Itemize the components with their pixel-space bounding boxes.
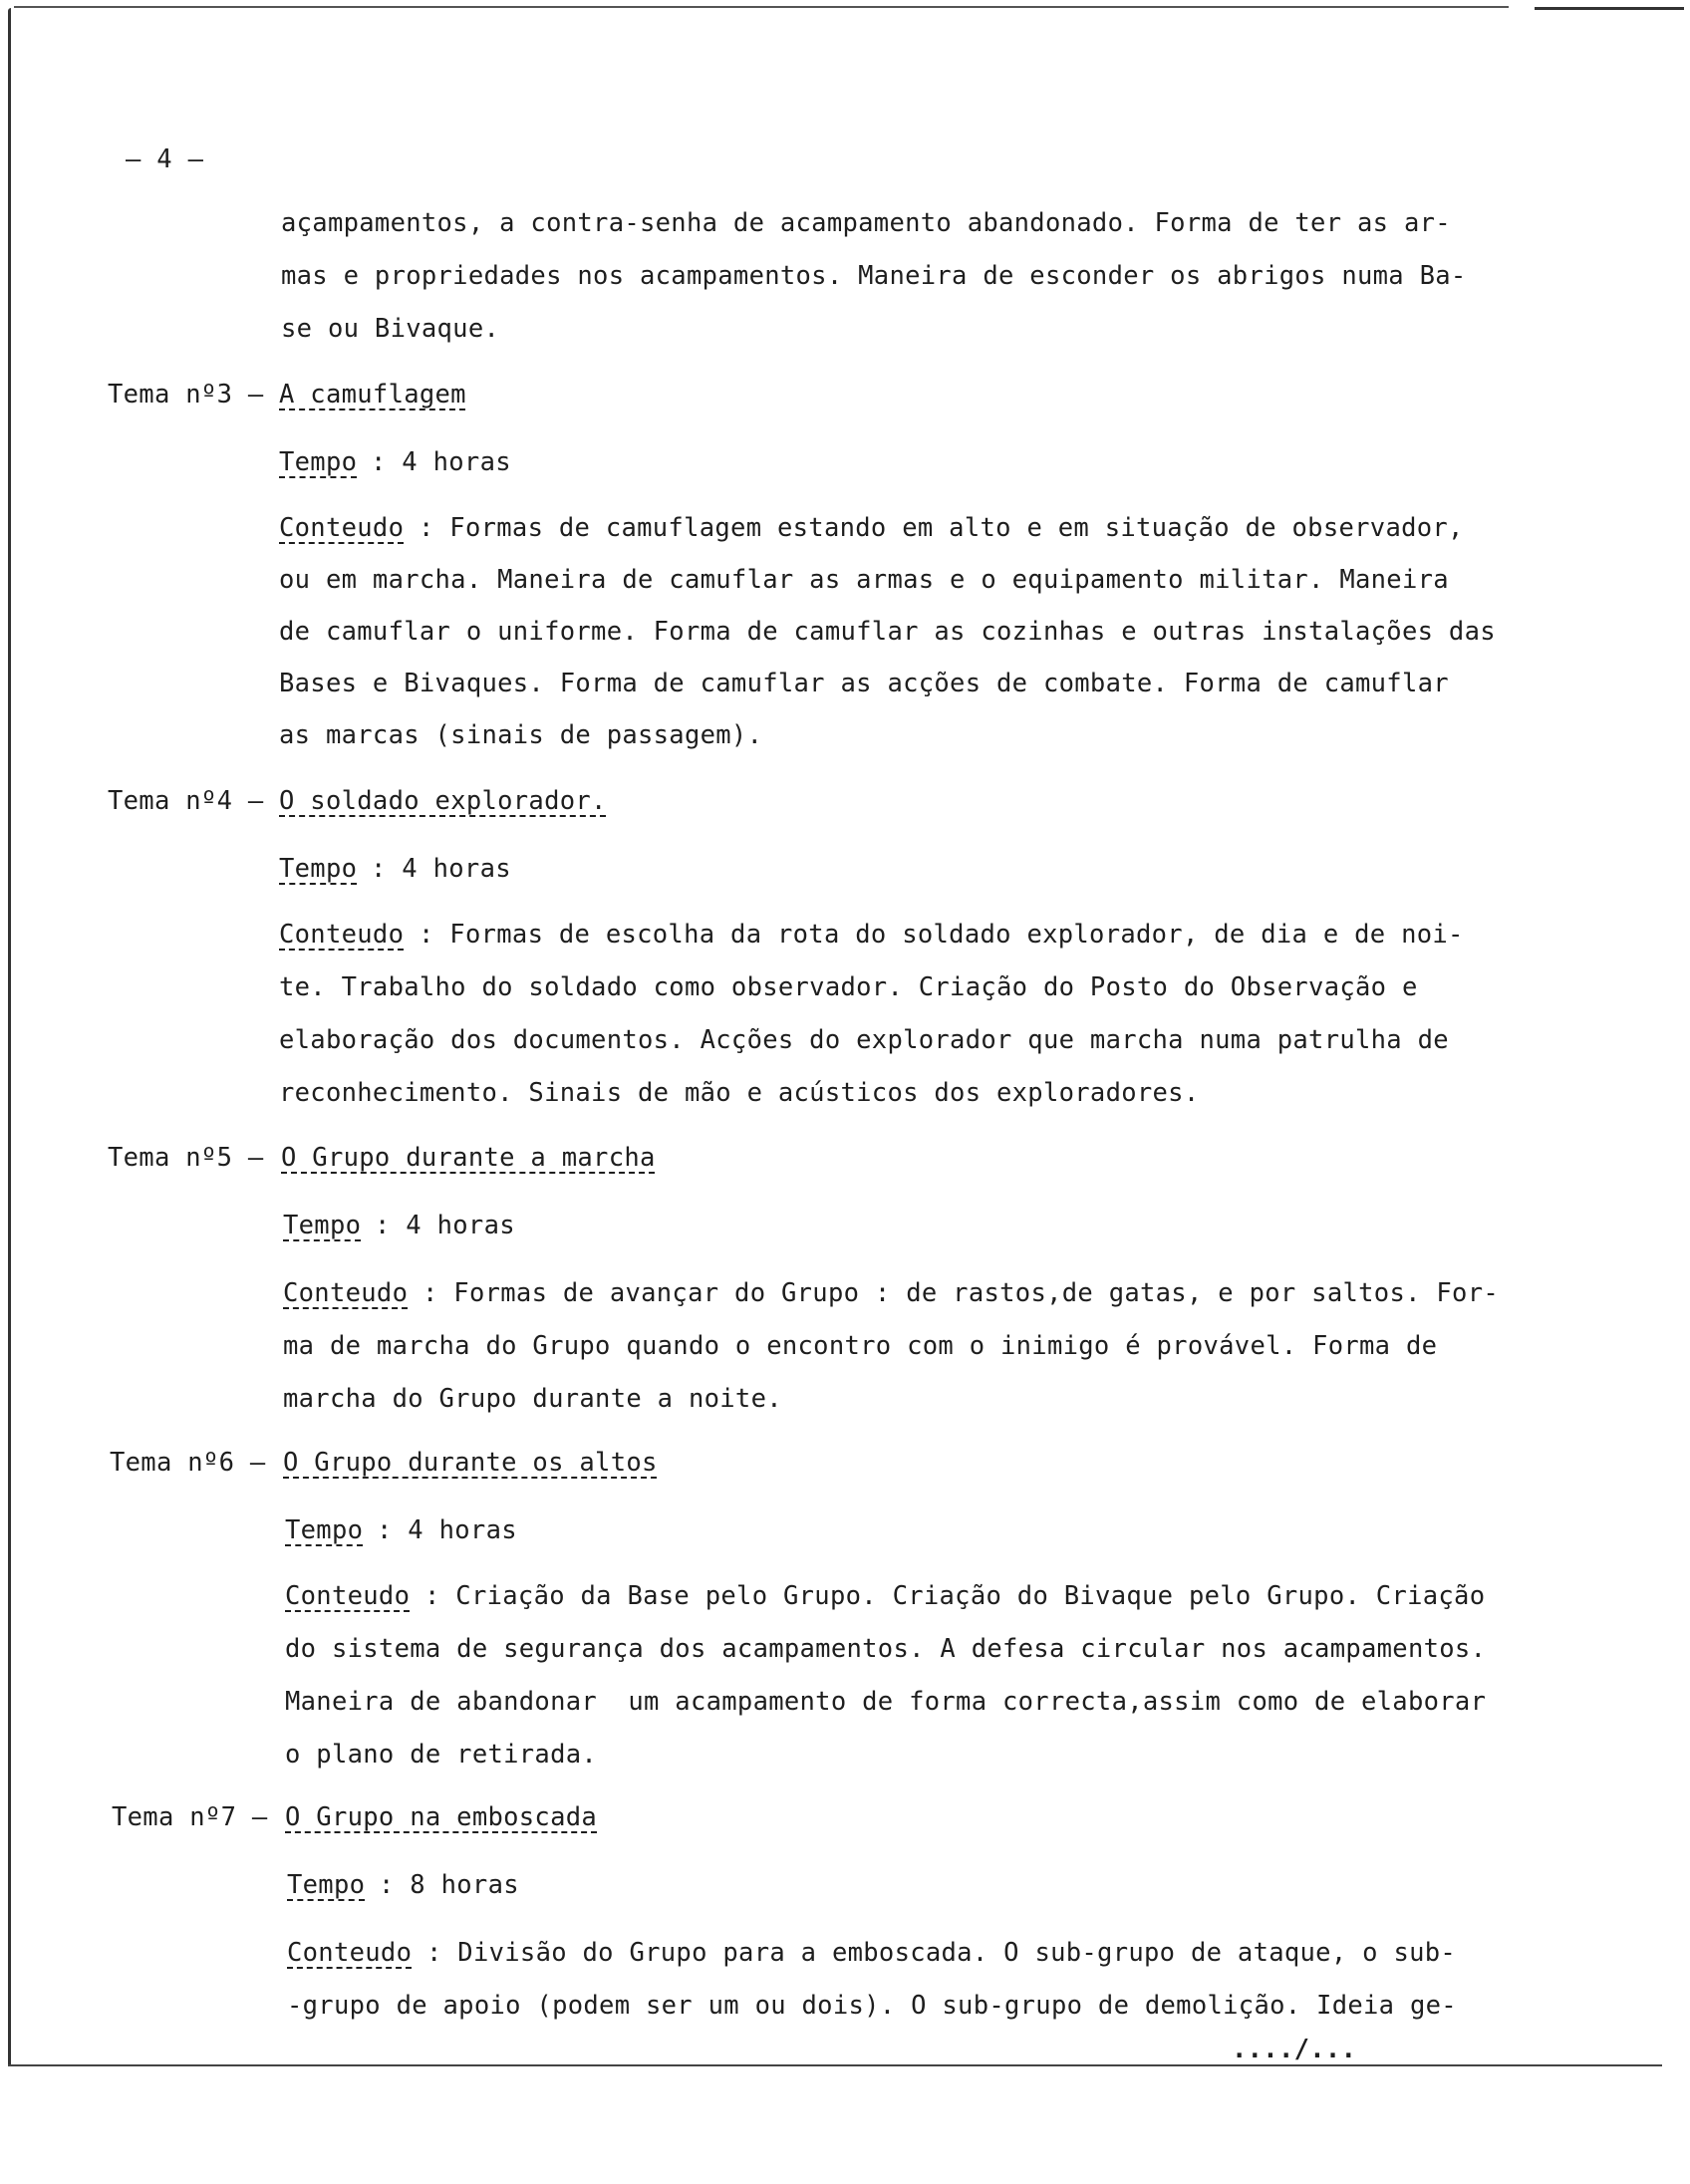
time-label: Tempo [287,1870,366,1900]
content-label: Conteudo [285,1581,411,1611]
time-value: : 8 horas [379,1870,519,1900]
time-value: : 4 horas [375,1211,515,1240]
page-border-top-right [1535,7,1684,10]
time-label: Tempo [279,854,358,884]
continuation-line: açampamentos, a contra-senha de acampamento abandonado. Forma de ter as ar- [281,208,1451,238]
content-line: : Criação da Base pelo Grupo. Criação do Bivaque pelo Grupo. Criação [424,1581,1486,1611]
time-label: Tempo [279,447,358,477]
footer-continuation: ..../... [1232,2035,1357,2064]
time-label: Tempo [285,1515,364,1545]
continuation-line: mas e propriedades nos acampamentos. Maneira de esconder os abrigos numa Ba- [281,261,1467,291]
content-label: Conteudo [279,513,405,543]
section-label: Tema nº4 – [108,786,264,816]
page-number: – 4 – [126,144,204,174]
content-line: Maneira de abandonar um acampamento de forma correcta,assim como de elaborar [285,1687,1487,1717]
content-label: Conteudo [287,1938,413,1968]
content-line: do sistema de segurança dos acampamentos. A defesa circular nos acampamentos. [285,1634,1487,1664]
time-value: : 4 horas [377,1515,517,1545]
content-label: Conteudo [283,1278,409,1308]
section-title: O Grupo durante os altos [283,1448,658,1478]
page-border-left [8,8,11,2065]
page-border-bottom [8,2064,1662,2066]
content-label: Conteudo [279,920,405,950]
section-title: O Grupo durante a marcha [281,1143,656,1173]
section-label: Tema nº5 – [108,1143,264,1173]
section-label: Tema nº6 – [110,1448,266,1478]
section-title: O soldado explorador. [279,786,607,816]
content-line: : Formas de avançar do Grupo : de rastos,de gatas, e por saltos. For- [422,1278,1500,1308]
content-line: ou em marcha. Maneira de camuflar as armas e o equipamento militar. Maneira [279,565,1449,595]
section-label: Tema nº7 – [112,1802,268,1832]
content-line: marcha do Grupo durante a noite. [283,1384,782,1414]
time-value: : 4 horas [371,854,511,884]
section-title: O Grupo na emboscada [285,1802,598,1832]
time-value: : 4 horas [371,447,511,477]
content-line: reconhecimento. Sinais de mão e acústicos dos exploradores. [279,1078,1200,1108]
time-label: Tempo [283,1211,362,1240]
continuation-line: se ou Bivaque. [281,314,500,344]
content-line: o plano de retirada. [285,1740,598,1770]
section-label: Tema nº3 – [108,380,264,410]
content-line: ma de marcha do Grupo quando o encontro com o inimigo é provável. Forma de [283,1331,1438,1361]
content-line: elaboração dos documentos. Acções do explorador que marcha numa patrulha de [279,1025,1449,1055]
section-title: A camuflagem [279,380,466,410]
content-line: te. Trabalho do soldado como observador. Criação do Posto do Observação e [279,972,1418,1002]
content-line: as marcas (sinais de passagem). [279,720,763,750]
content-line: : Formas de escolha da rota do soldado explorador, de dia e de noi- [419,920,1464,950]
content-line: : Divisão do Grupo para a emboscada. O sub-grupo de ataque, o sub- [426,1938,1457,1968]
content-line: : Formas de camuflagem estando em alto e em situação de observador, [419,513,1464,543]
content-line: Bases e Bivaques. Forma de camuflar as acções de combate. Forma de camuflar [279,669,1449,698]
content-line: de camuflar o uniforme. Forma de camuflar as cozinhas e outras instalações das [279,617,1496,647]
content-line: -grupo de apoio (podem ser um ou dois). O sub-grupo de demolição. Ideia ge- [287,1991,1457,2021]
page-border-top [14,6,1509,8]
